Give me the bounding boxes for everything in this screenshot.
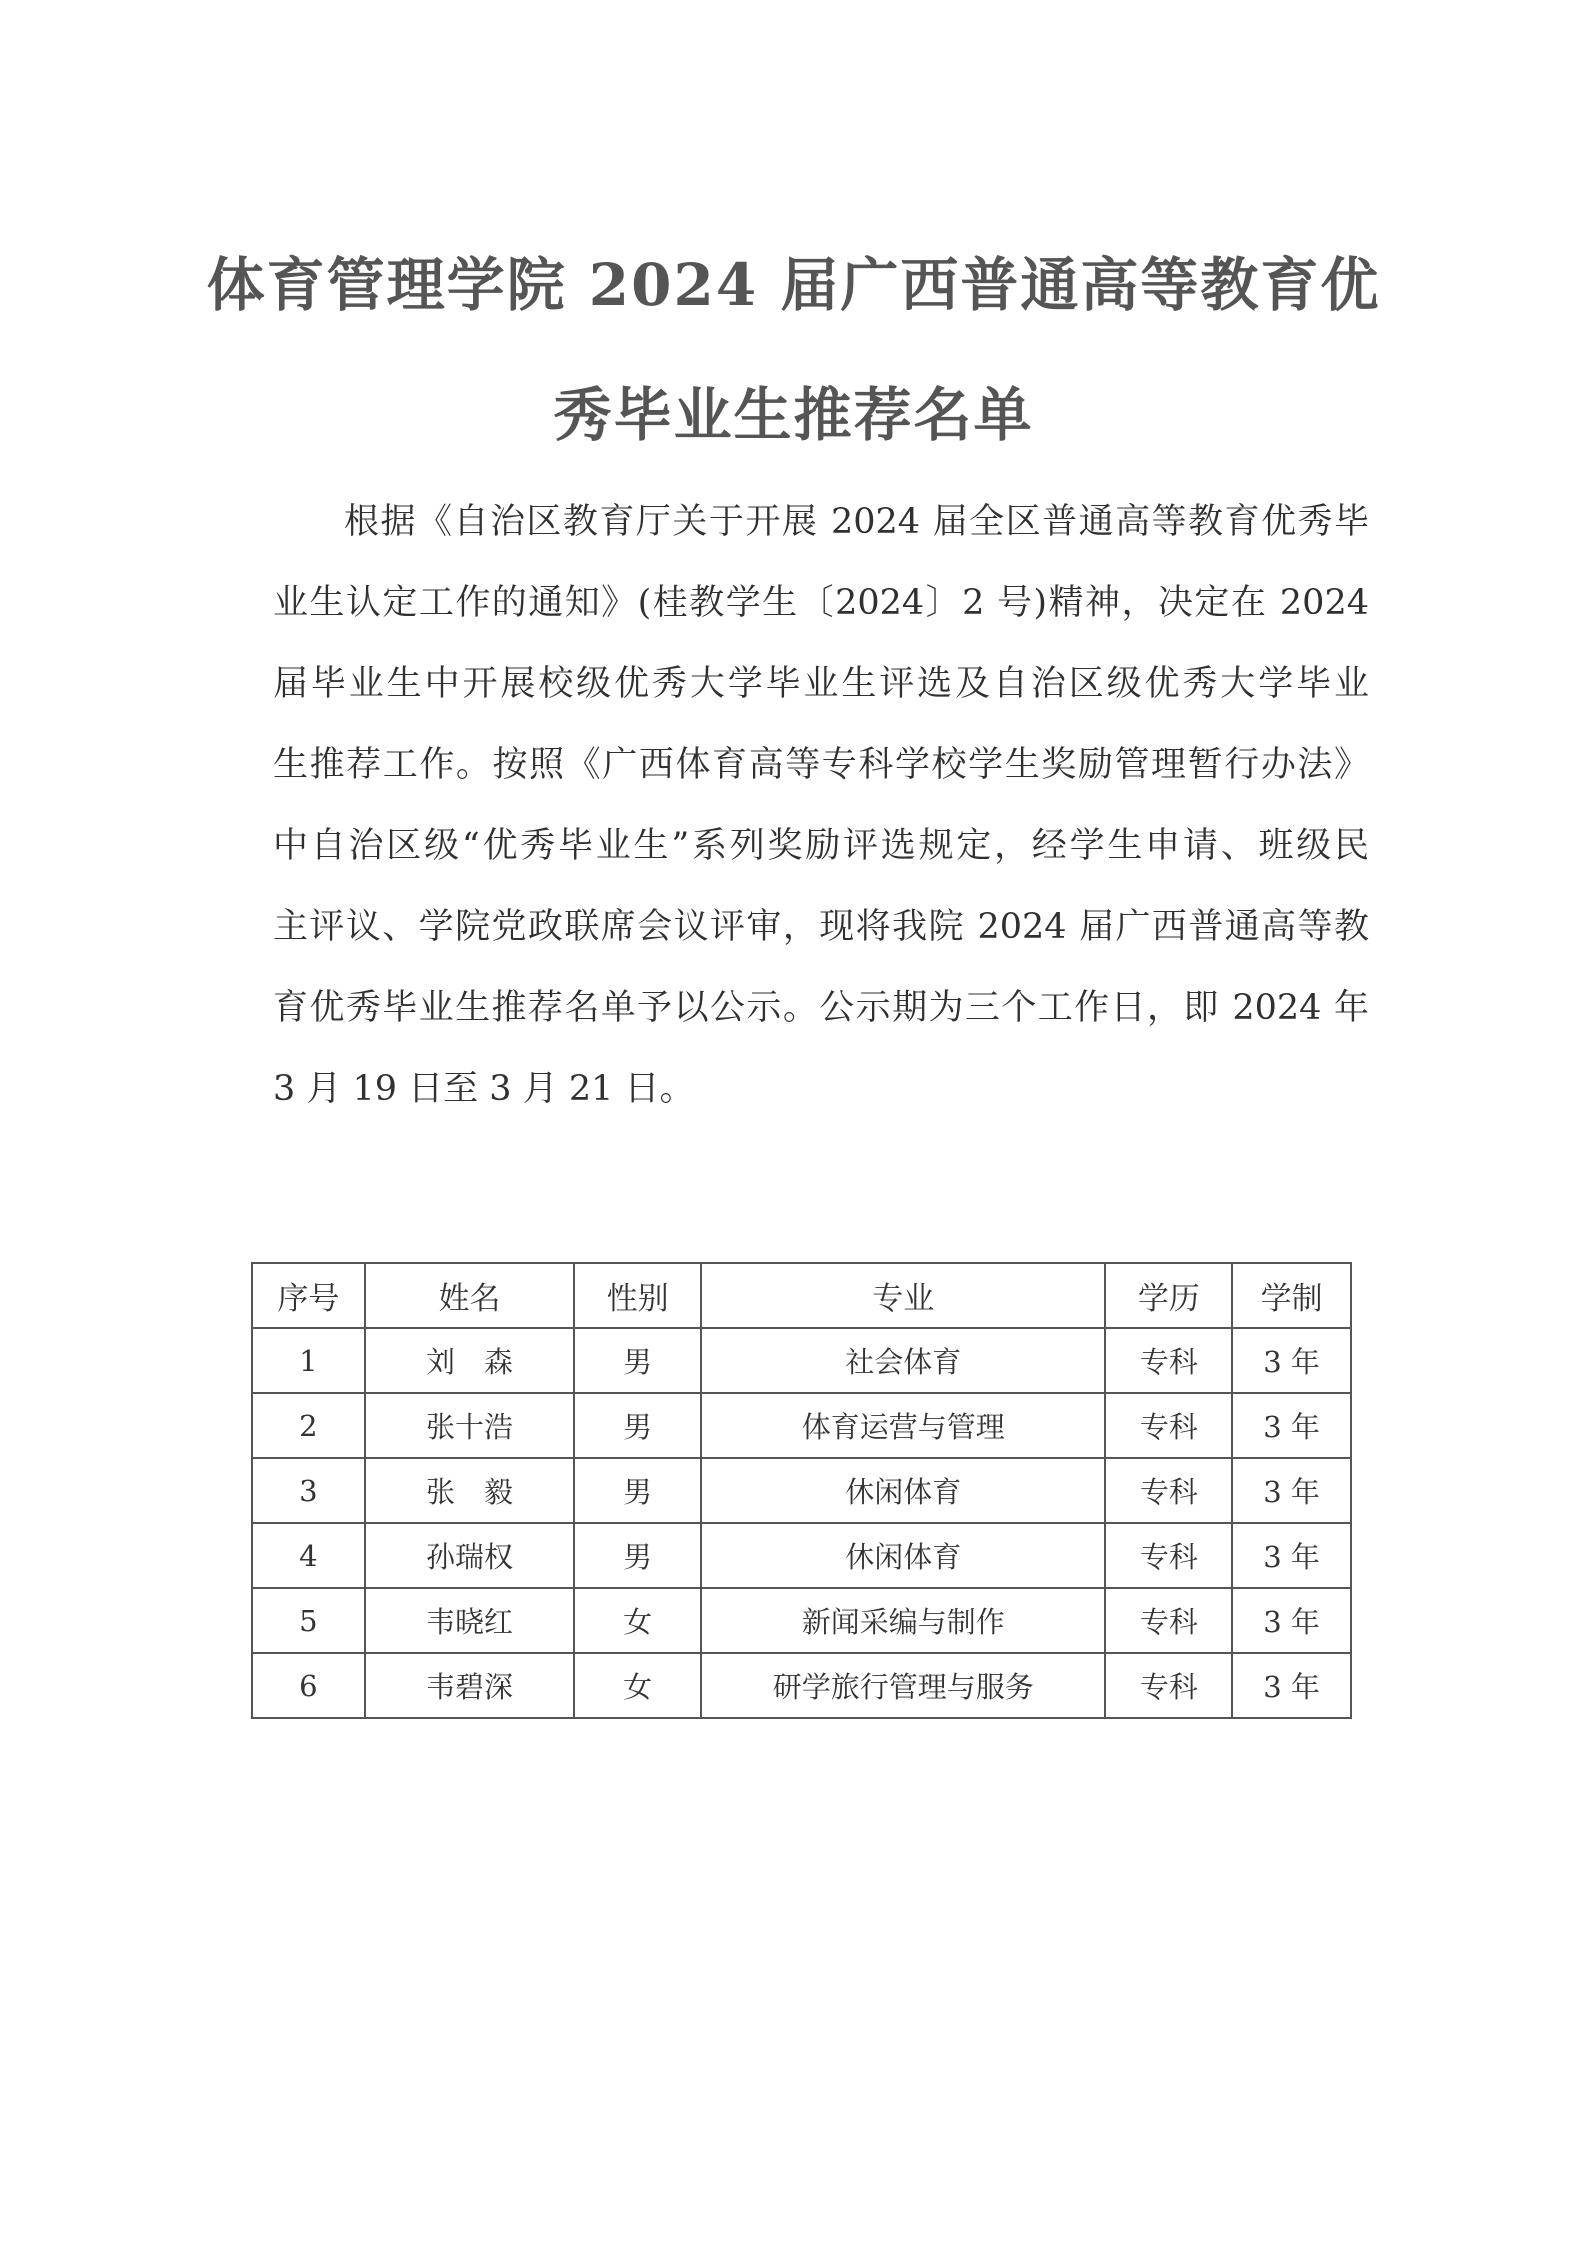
- cell-serial-number: 5: [252, 1588, 365, 1653]
- table-row: [252, 1393, 1351, 1458]
- cell-name: 孙瑞权: [365, 1523, 575, 1588]
- cell-major: 社会体育: [701, 1328, 1105, 1393]
- cell-name: 张十浩: [365, 1393, 575, 1458]
- cell-major: 研学旅行管理与服务: [701, 1653, 1105, 1718]
- cell-serial-number: 2: [252, 1393, 365, 1458]
- cell-duration: 3 年: [1232, 1393, 1351, 1458]
- cell-gender: 男: [574, 1458, 701, 1523]
- paragraph-line: 生推荐工作。按照《广西体育高等专科学校学生奖励管理暂行办法》: [273, 745, 1369, 785]
- cell-name: 张 毅: [365, 1458, 575, 1523]
- cell-serial-number: 4: [252, 1523, 365, 1588]
- cell-education: 专科: [1105, 1588, 1232, 1653]
- recommendation-table: [251, 1262, 1352, 1719]
- paragraph-line: 主评议、学院党政联席会议评审，现将我院 2024 届广西普通高等教: [273, 907, 1369, 947]
- table-header-row: [252, 1263, 1351, 1328]
- header-major: 专业: [701, 1263, 1105, 1328]
- cell-major: 新闻采编与制作: [701, 1588, 1105, 1653]
- cell-education: 专科: [1105, 1523, 1232, 1588]
- cell-gender: 女: [574, 1588, 701, 1653]
- cell-name: 刘 森: [365, 1328, 575, 1393]
- header-education: 学历: [1105, 1263, 1232, 1328]
- cell-duration: 3 年: [1232, 1328, 1351, 1393]
- cell-major: 休闲体育: [701, 1523, 1105, 1588]
- table-row: [252, 1523, 1351, 1588]
- cell-education: 专科: [1105, 1653, 1232, 1718]
- cell-education: 专科: [1105, 1458, 1232, 1523]
- paragraph-line: 3 月 19 日至 3 月 21 日。: [273, 1069, 695, 1109]
- cell-education: 专科: [1105, 1393, 1232, 1458]
- header-duration: 学制: [1232, 1263, 1351, 1328]
- cell-gender: 女: [574, 1653, 701, 1718]
- header-name: 姓名: [365, 1263, 575, 1328]
- cell-serial-number: 6: [252, 1653, 365, 1718]
- cell-name: 韦碧深: [365, 1653, 575, 1718]
- cell-education: 专科: [1105, 1328, 1232, 1393]
- cell-gender: 男: [574, 1328, 701, 1393]
- document-title-line-2: 秀毕业生推荐名单: [553, 381, 1034, 449]
- cell-serial-number: 3: [252, 1458, 365, 1523]
- cell-major: 体育运营与管理: [701, 1393, 1105, 1458]
- header-serial-number: 序号: [252, 1263, 365, 1328]
- document-title-line-1: 体育管理学院 2024 届广西普通高等教育优: [206, 251, 1381, 319]
- cell-gender: 男: [574, 1393, 701, 1458]
- table-row: [252, 1328, 1351, 1393]
- paragraph-line: 业生认定工作的通知》(桂教学生〔2024〕2 号)精神，决定在 2024: [273, 583, 1369, 623]
- cell-major: 休闲体育: [701, 1458, 1105, 1523]
- paragraph-line: 根据《自治区教育厅关于开展 2024 届全区普通高等教育优秀毕: [344, 502, 1369, 542]
- paragraph-line: 育优秀毕业生推荐名单予以公示。公示期为三个工作日，即 2024 年: [273, 988, 1369, 1028]
- cell-duration: 3 年: [1232, 1458, 1351, 1523]
- cell-duration: 3 年: [1232, 1653, 1351, 1718]
- paragraph-line: 届毕业生中开展校级优秀大学毕业生评选及自治区级优秀大学毕业: [273, 664, 1369, 704]
- cell-duration: 3 年: [1232, 1588, 1351, 1653]
- table-row: [252, 1653, 1351, 1718]
- table-row: [252, 1458, 1351, 1523]
- header-gender: 性别: [574, 1263, 701, 1328]
- paragraph-line: 中自治区级“优秀毕业生”系列奖励评选规定，经学生申请、班级民: [273, 826, 1369, 866]
- table-row: [252, 1588, 1351, 1653]
- cell-duration: 3 年: [1232, 1523, 1351, 1588]
- cell-gender: 男: [574, 1523, 701, 1588]
- cell-name: 韦晓红: [365, 1588, 575, 1653]
- cell-serial-number: 1: [252, 1328, 365, 1393]
